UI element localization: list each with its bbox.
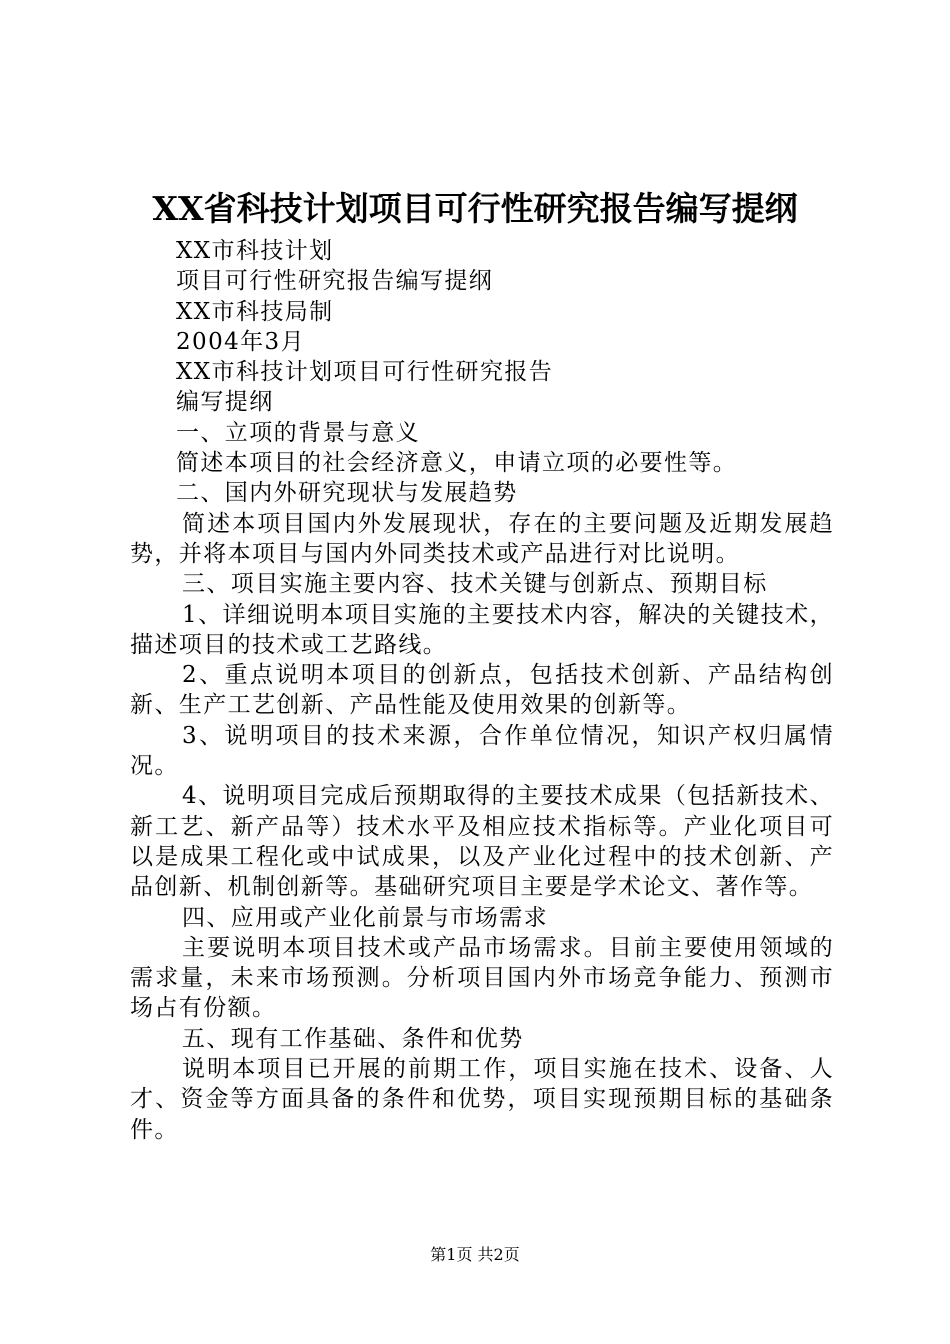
list-item-3-1: 1、详细说明本项目实施的主要技术内容，解决的关键技术，描述项目的技术或工艺路线。 <box>130 601 834 658</box>
document-body <box>130 236 834 1145</box>
section-body-5: 说明本项目已开展的前期工作，项目实施在技术、设备、人才、资金等方面具备的条件和优势，项目实现预期目标的基础条件。 <box>130 1056 834 1143</box>
section-body-4: 主要说明本项目技术或产品市场需求。目前主要使用领域的需求量，未来市场预测。分析项目国内外市场竞争能力、预测市场占有份额。 <box>130 934 834 1022</box>
section-body-1: 简述本项目的社会经济意义，申请立项的必要性等。 <box>176 450 738 477</box>
section-heading-2: 二、国内外研究现状与发展趋势 <box>176 480 518 507</box>
document-title: XX省科技计划项目可行性研究报告编写提纲 <box>152 189 798 228</box>
section-heading-5: 五、现有工作基础、条件和优势 <box>182 1025 524 1052</box>
list-item-3-4: 4、说明项目完成后预期取得的主要技术成果（包括新技术、新工艺、新产品等）技术水平及相应技术指标等。产业化项目可以是成果工程化或中试成果，以及产业化过程中的技术创新、产品创新、机制创新等。基础研究项目主要是学术论文、著作等。 <box>130 783 834 901</box>
section-heading-1: 一、立项的背景与意义 <box>176 419 420 446</box>
paragraph-outline-name: 项目可行性研究报告编写提纲 <box>176 268 494 295</box>
section-body-2: 简述本项目国内外发展现状，存在的主要问题及近期发展趋势，并将本项目与国内外同类技术或产品进行对比说明。 <box>130 510 834 567</box>
paragraph-issuer: XX市科技局制 <box>176 298 334 325</box>
section-heading-3: 三、项目实施主要内容、技术关键与创新点、预期目标 <box>182 571 768 598</box>
page-footer: 第1页 共2页 <box>430 1245 520 1264</box>
section-heading-4: 四、应用或产业化前景与市场需求 <box>182 904 548 931</box>
list-item-3-3: 3、说明项目的技术来源，合作单位情况，知识产权归属情况。 <box>130 722 834 780</box>
list-item-3-2: 2、重点说明本项目的创新点，包括技术创新、产品结构创新、生产工艺创新、产品性能及使用效果的创新等。 <box>130 662 834 719</box>
paragraph-outline-label: 编写提纲 <box>176 389 274 416</box>
paragraph-plan-name: XX市科技计划 <box>176 238 334 264</box>
paragraph-date: 2004年3月 <box>176 328 305 355</box>
paragraph-report-name: XX市科技计划项目可行性研究报告 <box>176 359 554 386</box>
